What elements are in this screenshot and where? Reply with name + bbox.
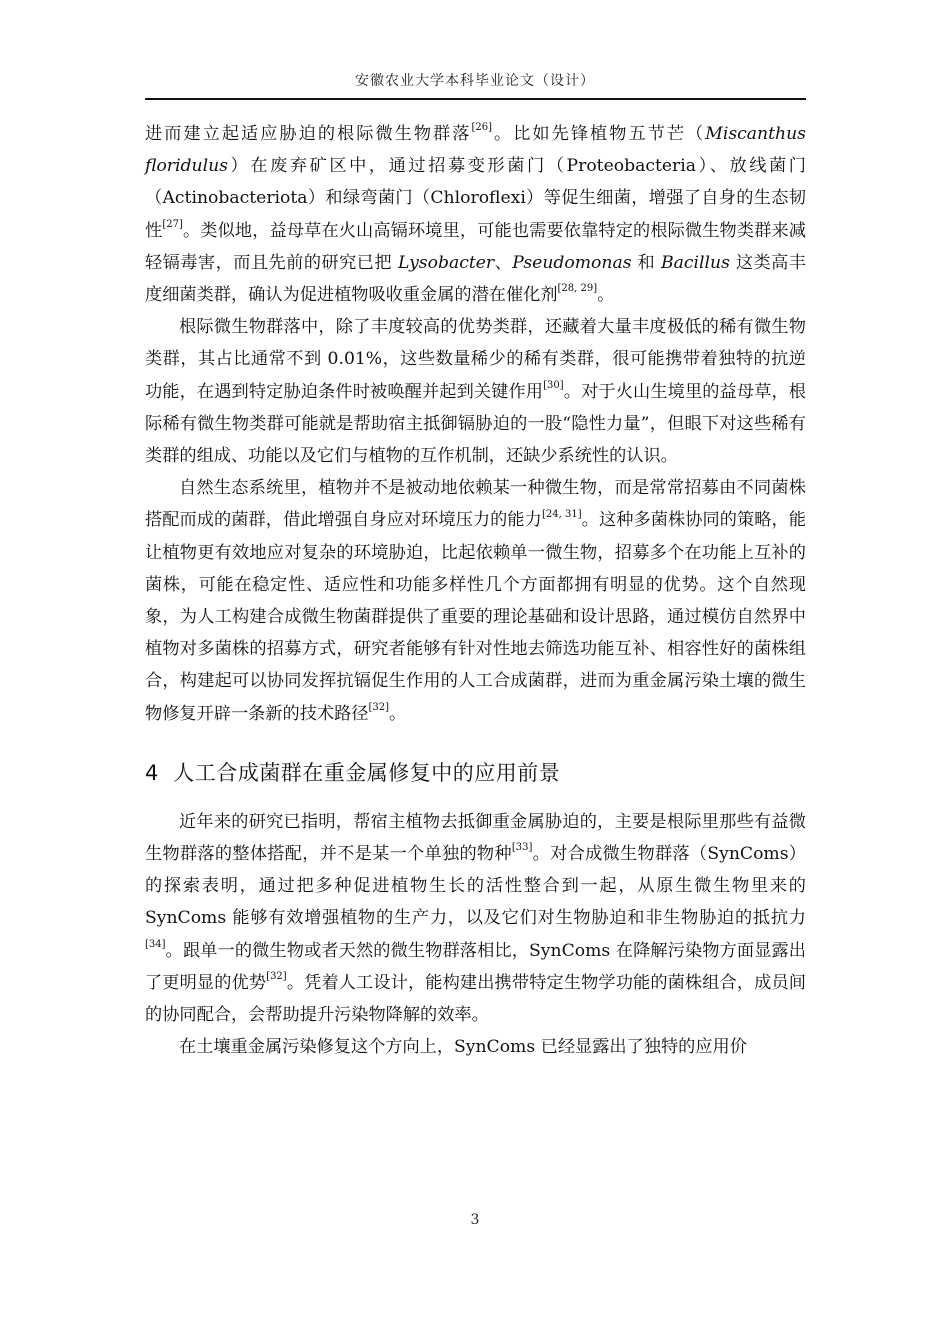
text-run: 。 [388, 703, 407, 724]
citation: [24, 31] [541, 508, 582, 520]
section-heading [145, 758, 806, 788]
paragraph-4 [145, 806, 806, 1031]
paragraph-5 [145, 1031, 806, 1063]
text-run: 。对合成微生物群落（SynComs）的探索表明，通过把多种促进植物生长的活性整合到一起，从原生微生物里来的 SynComs 能够有效增强植物的生产力，以及它们对生物胁迫和非生物胁迫的抵抗力 [145, 844, 806, 929]
paragraph-3 [145, 472, 806, 730]
text-run: 。比如先锋植物五节芒（ [492, 124, 706, 144]
citation: [28, 29] [557, 283, 598, 295]
genus-name: Lysobacter [397, 252, 495, 273]
text-run: 近年来的研究已指明，帮宿主植物去抵御重金属胁迫的，主要是根际里那些有益微生物群落的整体搭配，并不是某一个单独的物种 [145, 811, 806, 865]
citation: [32] [368, 701, 389, 713]
citation: [34] [145, 938, 166, 950]
text-run: 自然生态系统里，植物并不是被动地依赖某一种微生物，而是常常招募由不同菌株搭配而成的菌群，借此增强自身应对环境压力的能力 [145, 478, 806, 531]
species-name: Miscanthus floridulus [145, 124, 806, 177]
running-header: 安徽农业大学本科毕业论文（设计） [355, 73, 595, 89]
text-run: 这类高丰度细菌类群，确认为促进植物吸收重金属的潜在催化剂 [145, 252, 806, 306]
text-run: 。凭着人工设计，能构建出携带特定生物学功能的菌株组合，成员间的协同配合，会帮助提升污染物降解的效率。 [145, 972, 806, 1026]
citation: [32] [266, 971, 287, 983]
page-number: 3 [470, 1212, 480, 1228]
genus-name: Pseudomonas [512, 252, 632, 273]
genus-name: Bacillus [661, 252, 730, 273]
text-run: 。这种多菌株协同的策略，能让植物更有效地应对复杂的环境胁迫，比起依赖单一微生物，招募多个在功能上互补的菌株，可能在稳定性、适应性和功能多样性几个方面都拥有明显的优势。这个自然现象，为人工构建合成微生物菌群提供了重要的理论基础和设计思路，通过模仿自然界中植物对多菌株的招募方式，研究者能够有针对性地去筛选功能互补、相容性好的菌株组合，构建起可以协同发挥抗镉促生作用的人工合成菌群，进而为重金属污染土壤的微生物修复开辟一条新的技术路径 [145, 510, 806, 724]
text-run: 。类似地，益母草在火山高镉环境里，可能也需要依靠特定的根际微生物类群来减轻镉毒害，而且先前的研究已把 [145, 220, 806, 273]
header-divider [145, 98, 806, 100]
text-run: 。 [597, 285, 615, 306]
citation: [26] [471, 122, 492, 134]
text-run: 。跟单一的微生物或者天然的微生物群落相比，SynComs 在降解污染物方面显露出了更明显的优势 [145, 940, 806, 993]
text-run: 、 [494, 252, 513, 273]
section-title: 人工合成菌群在重金属修复中的应用前景 [173, 760, 561, 785]
text-run: 进而建立起适应胁迫的根际微生物群落 [145, 124, 472, 144]
page-body [145, 118, 806, 1063]
text-run: 。对于火山生境里的益母草，根际稀有微生物类群可能就是帮助宿主抵御镉胁迫的一股“隐性力量”，但眼下对这些稀有类群的组成、功能以及它们与植物的互作机制，还缺少系统性的认识。 [145, 381, 806, 467]
text-run: 和 [631, 252, 662, 273]
section-number: 4 [145, 760, 159, 785]
text-run: 根际微生物群落中，除了丰度较高的优势类群，还藏着大量丰度极低的稀有微生物类群，其占比通常不到 0.01%，这些数量稀少的稀有类群，很可能携带着独特的抗逆功能，在遇到特定胁迫条件时被唤醒并起到关键作用 [145, 317, 806, 402]
text-run: 在土壤重金属污染修复这个方向上，SynComs 已经显露出了独特的应用价 [179, 1037, 747, 1058]
text-run: ）在废弃矿区中，通过招募变形菌门（Proteobacteria）、放线菌门（Actinobacteriota）和绿弯菌门（Chloroflexi）等促生细菌，增强了自身的生态韧性 [145, 156, 806, 241]
citation: [30] [543, 379, 564, 391]
paragraph-1 [145, 118, 806, 311]
citation: [27] [162, 218, 183, 230]
paragraph-2 [145, 311, 806, 472]
citation: [33] [511, 842, 533, 854]
